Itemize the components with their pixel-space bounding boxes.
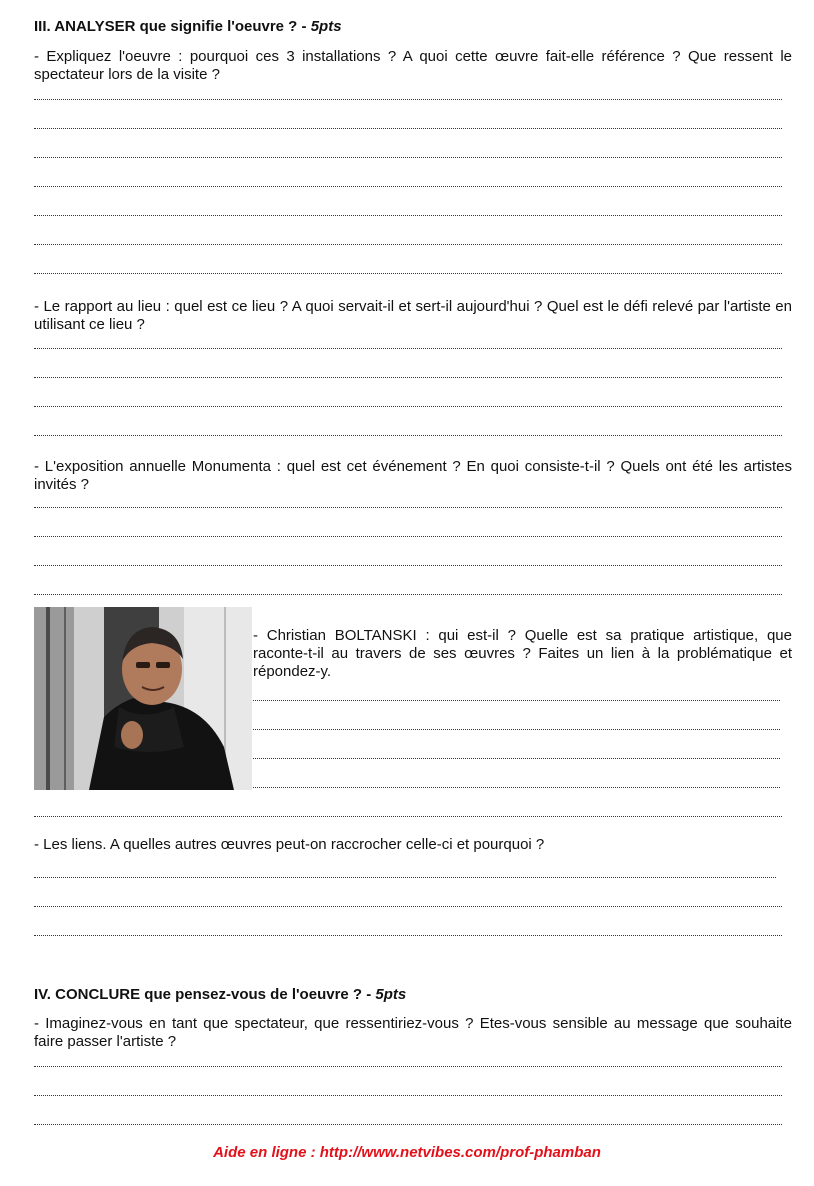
- section-4-title: IV. CONCLURE que pensez-vous de l'oeuvre ? -: [34, 986, 376, 1003]
- answer-line[interactable]: [34, 435, 782, 436]
- answer-line[interactable]: [34, 935, 782, 936]
- answer-line[interactable]: [34, 1066, 782, 1067]
- answer-line[interactable]: [34, 157, 782, 158]
- question-5: - Les liens. A quelles autres œuvres peut-on raccrocher celle-ci et pourquoi ?: [34, 836, 545, 853]
- answer-line[interactable]: [34, 244, 782, 245]
- question-2: - Le rapport au lieu : quel est ce lieu ? A quoi servait-il et sert-il aujourd'hui ? Quel est le défi relevé par l'artiste en utilisant ce lieu ?: [34, 298, 792, 333]
- section-4-points: 5pts: [375, 986, 407, 1003]
- answer-line[interactable]: [34, 348, 782, 349]
- answer-line[interactable]: [34, 816, 782, 817]
- answer-line[interactable]: [34, 273, 782, 274]
- question-3: - L'exposition annuelle Monumenta : quel est cet événement ? En quoi consiste-t-il ? Quels ont été les artistes invités ?: [34, 458, 792, 493]
- answer-line[interactable]: [34, 536, 782, 537]
- answer-line[interactable]: [34, 215, 782, 216]
- answer-line[interactable]: [34, 128, 782, 129]
- section-3-title: III. ANALYSER que signifie l'oeuvre ? -: [34, 18, 311, 35]
- answer-line[interactable]: [253, 787, 780, 788]
- answer-line[interactable]: [34, 906, 782, 907]
- answer-line[interactable]: [34, 565, 782, 566]
- answer-line[interactable]: [34, 1095, 782, 1096]
- answer-line[interactable]: [34, 406, 782, 407]
- artist-portrait-photo: [34, 607, 252, 790]
- question-6: - Imaginez-vous en tant que spectateur, que ressentiriez-vous ? Etes-vous sensible au message que souhaite faire passer l'artiste ?: [34, 1015, 792, 1050]
- section-3-heading: [34, 18, 342, 35]
- answer-line[interactable]: [253, 729, 780, 730]
- answer-line[interactable]: [34, 186, 782, 187]
- answer-line[interactable]: [34, 377, 782, 378]
- question-1: - Expliquez l'oeuvre : pourquoi ces 3 installations ? A quoi cette œuvre fait-elle référence ? Que ressent le spectateur lors de la visite ?: [34, 48, 792, 83]
- answer-line[interactable]: [34, 99, 782, 100]
- answer-line[interactable]: [34, 507, 782, 508]
- answer-line[interactable]: [253, 700, 780, 701]
- help-link-footer[interactable]: Aide en ligne : http://www.netvibes.com/prof-phamban: [213, 1144, 601, 1161]
- section-4-heading: [34, 986, 406, 1003]
- answer-line[interactable]: [34, 594, 782, 595]
- question-4: - Christian BOLTANSKI : qui est-il ? Quelle est sa pratique artistique, que raconte-t-il au travers de ses œuvres ? Faites un lien à la problématique et répondez-y.: [253, 627, 792, 680]
- section-3-points: 5pts: [310, 18, 342, 35]
- answer-line[interactable]: [34, 877, 776, 878]
- answer-line[interactable]: [34, 1124, 782, 1125]
- answer-line[interactable]: [253, 758, 780, 759]
